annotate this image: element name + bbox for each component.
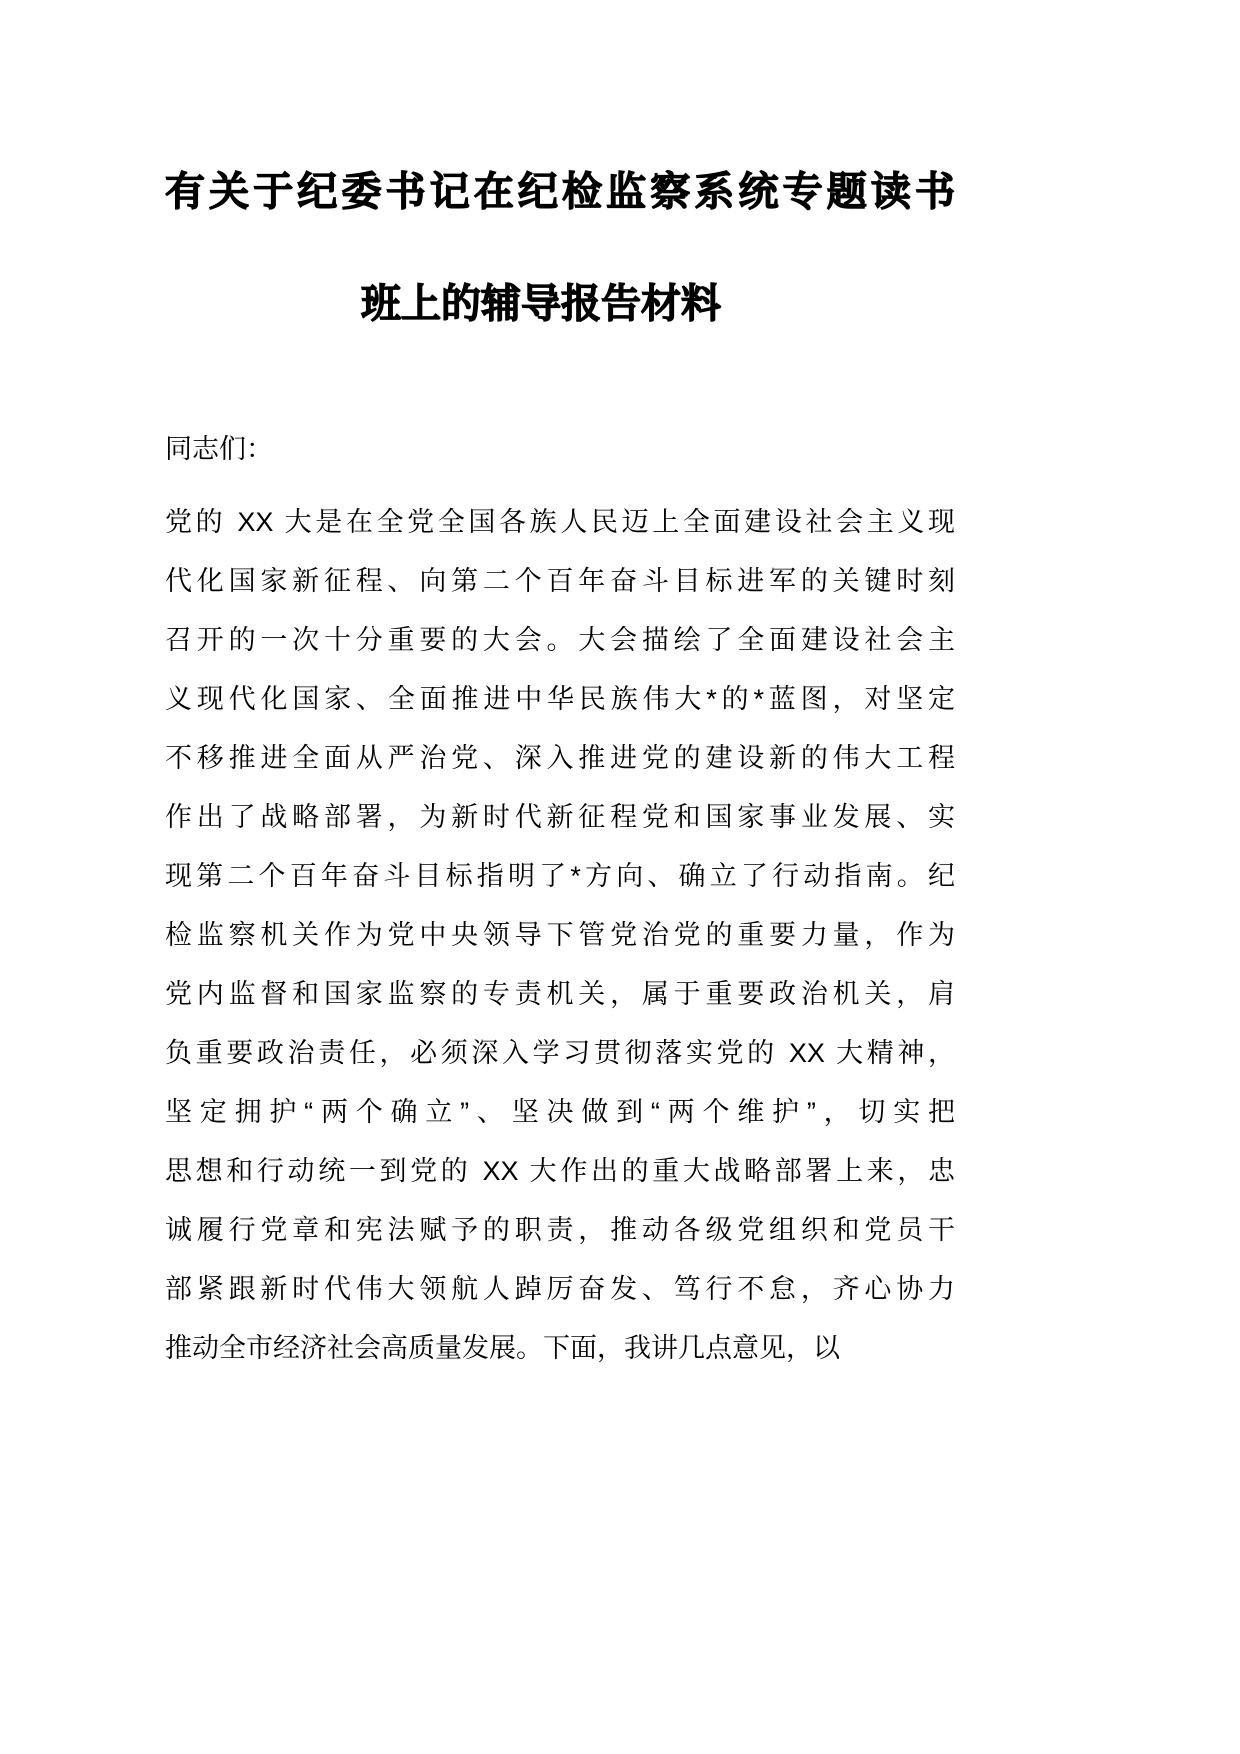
body-line: 作出了战略部署，为新时代新征程党和国家事业发展、实 [165,802,955,832]
body-line: 代化国家新征程、向第二个百年奋斗目标进军的关键时刻 [165,566,955,596]
document-title-line-1: 有关于纪委书记在纪检监察系统专题读书 [165,170,955,214]
body-line: 思想和行动统一到党的 XX 大作出的重大战略部署上来，忠 [165,1156,955,1186]
body-line: 负重要政治责任，必须深入学习贯彻落实党的 XX 大精神， [165,1038,955,1068]
document-title-line-2: 班上的辅导报告材料 [361,282,721,326]
body-line: 坚定拥护“两个确立”、坚决做到“两个维护”，切实把 [165,1097,955,1127]
body-line: 召开的一次十分重要的大会。大会描绘了全面建设社会主 [165,625,955,655]
body-paragraph [165,463,955,1378]
body-line: 党内监督和国家监察的专责机关，属于重要政治机关，肩 [165,979,955,1009]
body-line: 不移推进全面从严治党、深入推进党的建设新的伟大工程 [165,743,955,773]
body-line: 检监察机关作为党中央领导下管党治党的重要力量，作为 [165,920,955,950]
salutation: 同志们： [165,434,273,464]
body-line: 诚履行党章和宪法赋予的职责，推动各级党组织和党员干 [165,1215,955,1245]
document-title [165,0,955,324]
body-line: 义现代化国家、全面推进中华民族伟大*的*蓝图，对坚定 [165,684,955,714]
body-line: 党的 XX 大是在全党全国各族人民迈上全面建设社会主义现 [165,507,955,537]
body-line: 现第二个百年奋斗目标指明了*方向、确立了行动指南。纪 [165,861,955,891]
document-body [165,0,955,1378]
body-line: 推动全市经济社会高质量发展。下面，我讲几点意见，以 [165,1333,840,1363]
body-line: 部紧跟新时代伟大领航人踔厉奋发、笃行不怠，齐心协力 [165,1274,955,1304]
